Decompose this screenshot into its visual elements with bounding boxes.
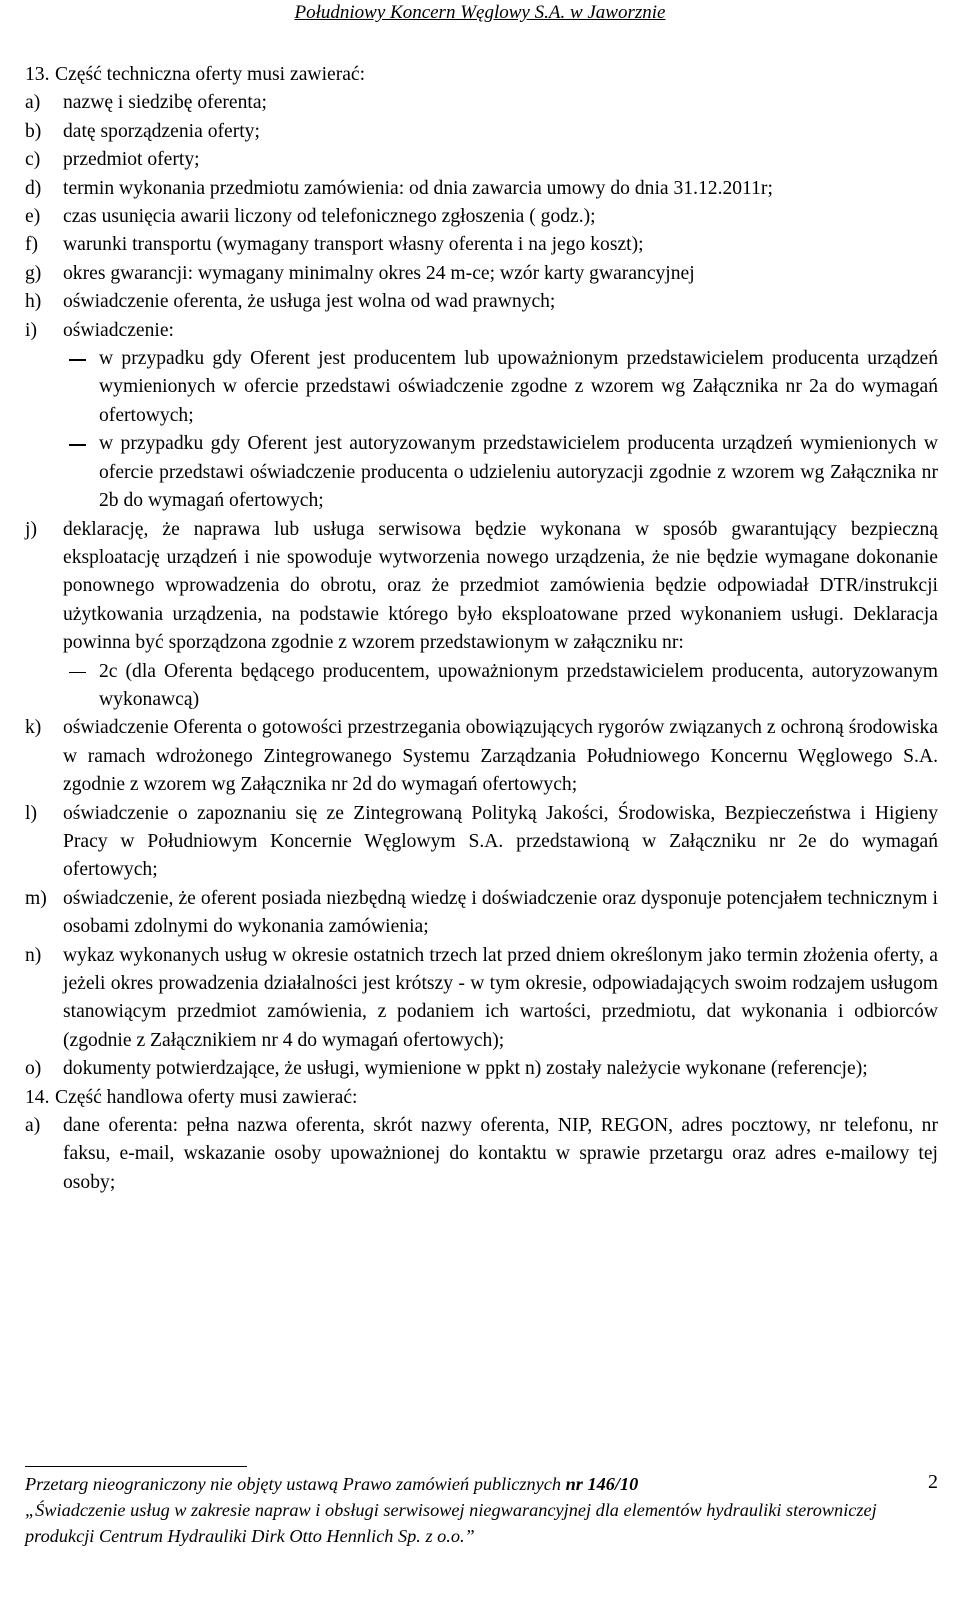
item-text: oświadczenie oferenta, że usługa jest wolna od wad prawnych; [63, 291, 556, 313]
item-letter: l) [25, 802, 37, 824]
list-item-b [25, 118, 938, 146]
item-text: nazwę i siedzibę oferenta; [63, 92, 267, 114]
item-text: termin wykonania przedmiotu zamówienia: od dnia zawarcia umowy do dnia 31.12.2011r; [63, 177, 773, 199]
footer-tender-label: Przetarg nieograniczony nie objęty ustawą Prawo zamówień publicznych [25, 1474, 566, 1494]
item-text: deklarację, że naprawa lub usługa serwisowa będzie wykonana w sposób gwarantujący bezpieczną eksploatację urządzeń i nie spowoduje wytworzenia nowego urządzenia, że nie będzie wymagane dokonanie ponownego wprowadzenia do obrotu, oraz że przedmiot zamówienia będzie odpowiadał DTR/instrukcji użytkowania urządzenia, na podstawie którego było eksploatowane przed wykonaniem usługi. Deklaracja powinna być sporządzona zgodnie z wzorem przedstawionym w załączniku nr: [63, 518, 938, 654]
dash-text: w przypadku gdy Oferent jest producentem lub upoważnionym przedstawicielem producenta urządzeń wymienionych w ofercie przedstawi oświadczenie zgodne z wzorem wg Załącznika nr 2a do wymagań ofertowych; [99, 348, 938, 426]
item-letter: h) [25, 291, 42, 313]
section-13-heading [25, 61, 938, 89]
item-text: dane oferenta: pełna nazwa oferenta, skrót nazwy oferenta, NIP, REGON, adres pocztowy, nr telefonu, nr faksu, e-mail, wskazanie osoby upoważnionej do kontaktu w sprawie przetargu oraz adres e-mailowy tej osoby; [63, 1115, 938, 1193]
footer-divider [25, 1466, 247, 1467]
item-text: oświadczenie, że oferent posiada niezbędną wiedzę i doświadczenie oraz dysponuje potencjałem technicznym i osobami zdolnymi do wykonania zamówienia; [63, 887, 938, 938]
footer-line-1 [25, 1471, 938, 1497]
dash-text: w przypadku gdy Oferent jest autoryzowanym przedstawicielem producenta urządzeń wymienionych w ofercie przedstawi oświadczenie producenta o udzieleniu autoryzacji zgodnie z wzorem wg Załącznika nr 2b do wymagań ofertowych; [99, 433, 938, 512]
item-letter: f) [25, 234, 39, 256]
list-item-a [25, 1112, 938, 1197]
list-item-h [25, 288, 938, 316]
document-body [25, 61, 938, 1197]
list-item-i [25, 317, 938, 516]
list-item-g [25, 260, 938, 288]
item-letter: j) [25, 518, 37, 540]
dash-bullet [63, 430, 99, 515]
item-letter: a) [25, 92, 41, 114]
list-item-l [25, 800, 938, 885]
list-item-a [25, 89, 938, 117]
item-text: datę sporządzenia oferty; [63, 120, 260, 142]
footer-line-2: „Świadczenie usług w zakresie napraw i obsługi serwisowej niegwarancyjnej dla elementów hydrauliki sterowniczej produkcji Centrum Hydrauliki Dirk Otto Hennlich Sp. z o.o.” [25, 1500, 877, 1546]
section-number: 14. [25, 1086, 50, 1108]
section-13-list [25, 89, 938, 1083]
dash-item [63, 430, 938, 515]
item-letter: i) [25, 319, 37, 341]
footer-tender-number: nr 146/10 [565, 1474, 639, 1494]
header-text: Południowy Koncern Węglowy S.A. w Jaworznie [294, 2, 666, 23]
list-item-c [25, 146, 938, 174]
item-text: okres gwarancji: wymagany minimalny okres 24 m-ce; wzór karty gwarancyjnej [63, 262, 695, 284]
item-text: oświadczenie o zapoznaniu się ze Zintegrowaną Polityką Jakości, Środowiska, Bezpieczeństwa i Higieny Pracy w Południowym Koncernie Węglowym S.A. przedstawioną w Załączniku nr 2e do wymagań ofertowych; [63, 802, 938, 881]
item-text: oświadczenie Oferenta o gotowości przestrzegania obowiązujących rygorów związanych z ochroną środowiska w ramach wdrożonego Zintegrowanego Systemu Zarządzania Południowego Koncernu Węglowego S.A. zgodnie z wzorem wg Załącznika nr 2d do wymagań ofertowych; [63, 717, 938, 796]
page-number: 2 [928, 1471, 938, 1493]
section-title: Część handlowa oferty musi zawierać: [55, 1086, 358, 1108]
list-item-e [25, 203, 938, 231]
item-text: czas usunięcia awarii liczony od telefonicznego zgłoszenia ( godz.); [63, 206, 596, 228]
item-letter: k) [25, 717, 42, 739]
list-item-f [25, 231, 938, 259]
item-text: wykaz wykonanych usług w okresie ostatnich trzech lat przed dniem określonym jako termin złożenia oferty, a jeżeli okres prowadzenia działalności jest krótszy - w tym okresie, odpowiadających swoim rodzajem usługom stanowiącym przedmiot zamówienia, z podaniem ich wartości, przedmiotu, dat wykonania i odbiorców (zgodnie z Załącznikiem nr 4 do wymagań ofertowych); [63, 944, 938, 1051]
list-item-d [25, 175, 938, 203]
item-letter: g) [25, 262, 42, 284]
item-text: dokumenty potwierdzające, że usługi, wymienione w ppkt n) zostały należycie wykonane (referencje); [63, 1058, 868, 1080]
list-item-n [25, 942, 938, 1056]
footer-text [25, 1471, 938, 1549]
item-text: oświadczenie: [63, 319, 174, 341]
dash-item [63, 345, 938, 430]
item-letter: m) [25, 887, 47, 909]
item-letter: a) [25, 1115, 41, 1137]
page-header [0, 2, 960, 24]
list-item-o [25, 1055, 938, 1083]
dash-item [63, 658, 938, 715]
section-14-list [25, 1112, 938, 1197]
list-item-k [25, 714, 938, 799]
section-number: 13. [25, 64, 50, 85]
item-letter: c) [25, 149, 41, 171]
dash-bullet [63, 658, 99, 715]
item-letter: o) [25, 1058, 42, 1080]
dash-bullet [63, 345, 99, 430]
item-text: przedmiot oferty; [63, 149, 200, 171]
section-title: Część techniczna oferty musi zawierać: [55, 64, 366, 85]
dash-text: 2c (dla Oferenta będącego producentem, upoważnionym przedstawicielem producenta, autoryzowanym wykonawcą) [99, 660, 938, 710]
item-letter: b) [25, 120, 42, 142]
list-item-m [25, 885, 938, 942]
section-14-heading [25, 1084, 938, 1112]
list-item-j [25, 516, 938, 715]
item-letter: d) [25, 177, 42, 199]
item-letter: e) [25, 206, 41, 228]
item-letter: n) [25, 944, 42, 966]
item-text: warunki transportu (wymagany transport własny oferenta i na jego koszt); [63, 234, 644, 256]
